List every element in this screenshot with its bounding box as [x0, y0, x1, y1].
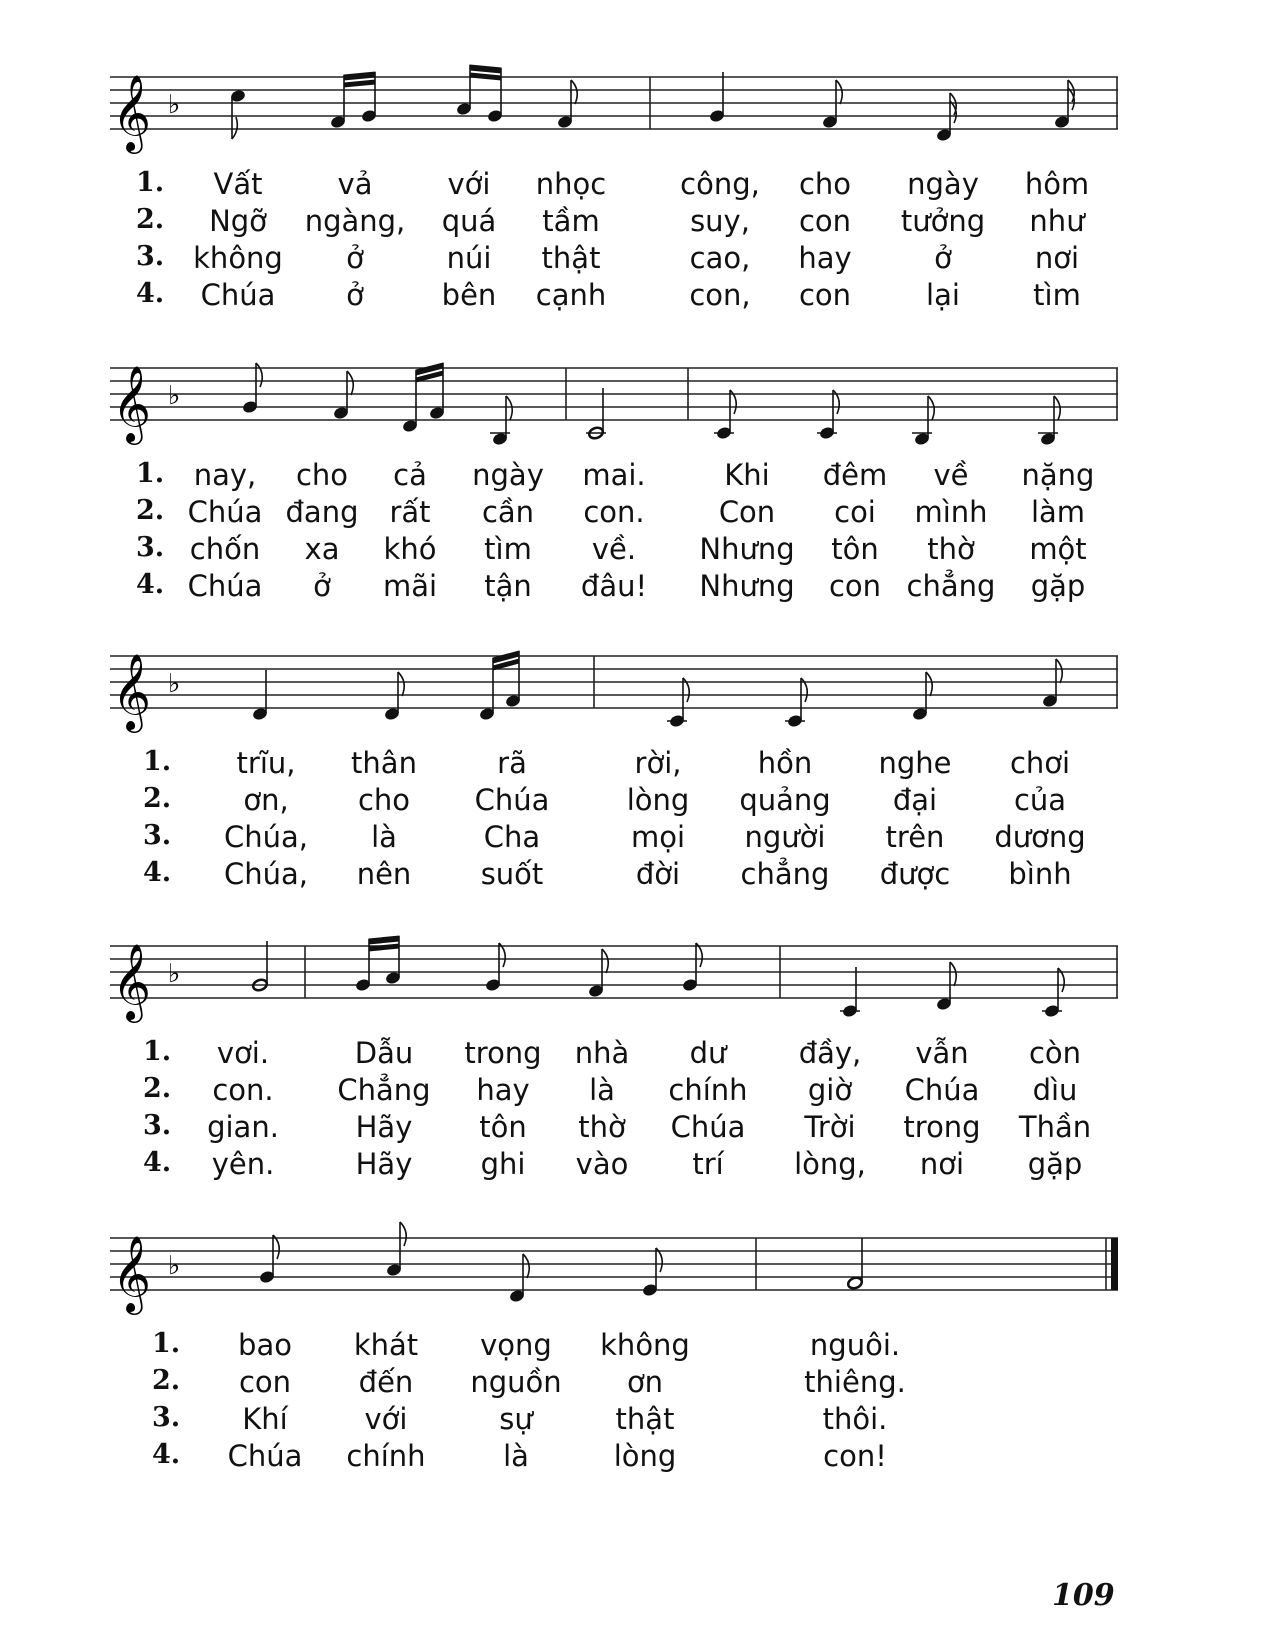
verse-line: [0, 1402, 1275, 1440]
lyric-syllable: chơi: [1009, 746, 1071, 780]
lyric-syllable: cho: [357, 783, 411, 817]
lyric-syllable: vả: [337, 167, 373, 201]
treble-clef-icon: 𝄞: [112, 1235, 152, 1312]
lyric-syllable: người: [744, 820, 826, 854]
lyric-syllable: nay,: [193, 458, 257, 492]
lyric-syllable: hồn: [757, 746, 813, 780]
lyric-syllable: tầm: [542, 204, 600, 238]
lyric-syllable: ở: [313, 569, 331, 603]
lyric-syllable: rời,: [634, 746, 682, 780]
lyric-syllable: gặp: [1030, 569, 1086, 603]
lyric-syllable: Cha: [483, 820, 541, 854]
lyric-syllable: chẳng: [906, 569, 996, 603]
lyric-syllable: con.: [212, 1073, 274, 1107]
verse-line: [0, 1365, 1275, 1403]
lyric-syllable: không: [193, 241, 283, 275]
verse-number: 3.: [152, 1402, 181, 1433]
lyric-syllable: ơn,: [243, 783, 289, 817]
lyric-syllable: đang: [285, 495, 359, 529]
lyric-syllable: tìm: [1033, 278, 1081, 312]
verse-line: [0, 857, 1275, 895]
lyric-syllable: của: [1013, 783, 1067, 817]
lyric-syllable: bao: [238, 1328, 292, 1362]
lyric-syllable: Chúa: [227, 1439, 303, 1473]
lyric-syllable: dương: [994, 820, 1086, 854]
lyric-syllable: Chúa,: [224, 857, 308, 891]
lyric-syllable: ngày: [472, 458, 544, 492]
flat-icon: ♭: [168, 381, 181, 411]
lyric-syllable: Chúa: [904, 1073, 980, 1107]
lyric-syllable: nhà: [574, 1036, 630, 1070]
verse-number: 4.: [136, 278, 165, 309]
lyric-syllable: coi: [834, 495, 876, 529]
verse-line: [0, 746, 1275, 784]
verse-number: 3.: [136, 532, 165, 563]
treble-clef-icon: 𝄞: [112, 653, 152, 730]
lyric-syllable: rất: [389, 495, 431, 529]
lyric-syllable: lại: [926, 278, 960, 312]
verse-number: 3.: [136, 241, 165, 272]
lyric-syllable: trên: [885, 820, 945, 854]
verse-line: [0, 532, 1275, 570]
lyric-syllable: nghe: [878, 746, 952, 780]
lyric-syllable: thân: [351, 746, 417, 780]
lyric-syllable: là: [371, 820, 397, 854]
lyric-syllable: chính: [346, 1439, 426, 1473]
lyric-syllable: ngàng,: [304, 204, 406, 238]
lyric-syllable: bình: [1008, 857, 1072, 891]
verse-line: [0, 458, 1275, 496]
verse-number: 4.: [143, 857, 172, 888]
lyric-syllable: thờ: [927, 532, 975, 566]
lyric-syllable: với: [364, 1402, 408, 1436]
verse-line: [0, 1036, 1275, 1074]
lyric-syllable: con,: [689, 278, 751, 312]
staff-4: [0, 924, 1275, 1034]
lyric-syllable: suốt: [480, 857, 544, 891]
verse-number: 4.: [136, 569, 165, 600]
lyric-syllable: cạnh: [535, 278, 607, 312]
lyric-syllable: núi: [446, 241, 492, 275]
verse-number: 2.: [143, 783, 172, 814]
flat-icon: ♭: [168, 959, 181, 989]
lyric-syllable: Chúa: [200, 278, 276, 312]
lyric-syllable: suy,: [690, 204, 750, 238]
lyric-syllable: nặng: [1021, 458, 1095, 492]
verse-number: 4.: [152, 1439, 181, 1470]
verse-line: [0, 1328, 1275, 1366]
lyric-syllable: như: [1029, 204, 1085, 238]
lyric-syllable: rã: [497, 746, 527, 780]
lyric-syllable: con: [798, 278, 852, 312]
lyric-syllable: Con: [718, 495, 776, 529]
verse-number: 1.: [143, 746, 172, 777]
lyric-syllable: nhọc: [535, 167, 607, 201]
lyric-syllable: vọng: [480, 1328, 552, 1362]
lyric-syllable: gặp: [1027, 1147, 1083, 1181]
lyric-syllable: lòng: [626, 783, 690, 817]
lyric-syllable: cao,: [689, 241, 751, 275]
lyric-syllable: Trời: [804, 1110, 856, 1144]
verse-line: [0, 783, 1275, 821]
lyric-syllable: trí: [692, 1147, 724, 1181]
lyric-syllable: Chúa,: [224, 820, 308, 854]
lyric-syllable: ở: [346, 241, 364, 275]
lyric-syllable: tôn: [479, 1110, 527, 1144]
lyric-syllable: bên: [441, 278, 497, 312]
lyric-syllable: nguồn: [470, 1365, 562, 1399]
lyric-syllable: con: [238, 1365, 292, 1399]
lyric-syllable: tôn: [831, 532, 879, 566]
treble-clef-icon: 𝄞: [112, 943, 152, 1020]
verse-line: [0, 1439, 1275, 1477]
lyric-syllable: Chúa: [187, 569, 263, 603]
lyric-syllable: chính: [668, 1073, 748, 1107]
verse-line: [0, 1110, 1275, 1148]
lyric-syllable: nơi: [919, 1147, 965, 1181]
lyric-syllable: Chúa: [474, 783, 550, 817]
lyric-syllable: ở: [934, 241, 952, 275]
lyric-syllable: nên: [356, 857, 412, 891]
final-barline-thick: [1111, 1238, 1118, 1290]
verse-number: 1.: [143, 1036, 172, 1067]
lyric-syllable: cần: [481, 495, 535, 529]
lyric-syllable: Khi: [724, 458, 770, 492]
lyric-syllable: Hãy: [355, 1110, 413, 1144]
lyric-syllable: tưởng: [900, 204, 986, 238]
lyric-syllable: đến: [358, 1365, 414, 1399]
lyric-syllable: Hãy: [355, 1147, 413, 1181]
lyric-syllable: vẫn: [915, 1036, 969, 1070]
lyric-syllable: tìm: [484, 532, 532, 566]
lyric-syllable: Chúa: [670, 1110, 746, 1144]
lyric-syllable: sự: [499, 1402, 533, 1436]
verse-line: [0, 204, 1275, 242]
lyric-syllable: vơi.: [216, 1036, 270, 1070]
lyric-syllable: Dẫu: [354, 1036, 414, 1070]
lyric-syllable: thờ: [578, 1110, 626, 1144]
verse-line: [0, 495, 1275, 533]
lyric-syllable: quá: [441, 204, 497, 238]
lyric-syllable: thiêng.: [804, 1365, 906, 1399]
lyric-syllable: là: [503, 1439, 529, 1473]
lyric-syllable: hay: [798, 241, 852, 275]
lyric-syllable: đâu!: [580, 569, 648, 603]
lyric-syllable: chẳng: [740, 857, 830, 891]
lyric-syllable: Nhưng: [699, 569, 795, 603]
lyric-syllable: cả: [393, 458, 427, 492]
lyric-syllable: Thần: [1018, 1110, 1092, 1144]
lyric-syllable: con: [828, 569, 882, 603]
lyric-syllable: với: [447, 167, 491, 201]
lyric-syllable: con: [798, 204, 852, 238]
lyric-syllable: trong: [464, 1036, 542, 1070]
lyric-syllable: hôm: [1024, 167, 1090, 201]
lyric-syllable: cho: [295, 458, 349, 492]
lyric-syllable: còn: [1028, 1036, 1082, 1070]
lyric-syllable: đầy,: [798, 1036, 862, 1070]
verse-number: 2.: [152, 1365, 181, 1396]
lyric-syllable: nguôi.: [809, 1328, 901, 1362]
lyric-syllable: ở: [346, 278, 364, 312]
verse-line: [0, 167, 1275, 205]
lyric-syllable: về: [933, 458, 969, 492]
verse-number: 2.: [136, 204, 165, 235]
lyric-syllable: ơn: [626, 1365, 664, 1399]
lyric-syllable: thôi.: [822, 1402, 888, 1436]
lyric-syllable: yên.: [211, 1147, 275, 1181]
lyric-syllable: hay: [476, 1073, 530, 1107]
lyric-syllable: trĩu,: [236, 746, 296, 780]
lyric-syllable: dư: [689, 1036, 727, 1070]
verse-line: [0, 1147, 1275, 1185]
lyric-syllable: đêm: [822, 458, 888, 492]
lyric-syllable: cho: [798, 167, 852, 201]
lyric-syllable: lòng: [613, 1439, 677, 1473]
lyric-syllable: công,: [680, 167, 760, 201]
staff-1: [0, 55, 1275, 165]
lyric-syllable: Chẳng: [337, 1073, 431, 1107]
lyric-syllable: không: [600, 1328, 690, 1362]
lyric-syllable: mọi: [630, 820, 686, 854]
lyric-syllable: mai.: [582, 458, 646, 492]
lyric-syllable: dìu: [1032, 1073, 1078, 1107]
lyric-syllable: giờ: [807, 1073, 853, 1107]
lyric-syllable: con.: [583, 495, 645, 529]
flat-icon: ♭: [168, 90, 181, 120]
verse-number: 1.: [152, 1328, 181, 1359]
verse-number: 4.: [143, 1147, 172, 1178]
verse-number: 2.: [143, 1073, 172, 1104]
lyric-syllable: đời: [635, 857, 681, 891]
staff-5: [0, 1216, 1275, 1326]
treble-clef-icon: 𝄞: [112, 74, 152, 151]
verse-number: 2.: [136, 495, 165, 526]
verse-line: [0, 569, 1275, 607]
lyric-syllable: con!: [823, 1439, 887, 1473]
verse-number: 1.: [136, 458, 165, 489]
lyric-syllable: Khí: [242, 1402, 288, 1436]
lyric-syllable: lòng,: [794, 1147, 866, 1181]
lyric-syllable: được: [879, 857, 951, 891]
lyric-syllable: về.: [591, 532, 637, 566]
lyric-syllable: khó: [383, 532, 437, 566]
lyric-syllable: mình: [914, 495, 988, 529]
lyric-syllable: thật: [541, 241, 601, 275]
lyric-syllable: làm: [1030, 495, 1086, 529]
lyric-syllable: là: [589, 1073, 615, 1107]
lyric-syllable: gian.: [207, 1110, 279, 1144]
flat-icon: ♭: [168, 1251, 181, 1281]
lyric-syllable: một: [1029, 532, 1087, 566]
lyric-syllable: chốn: [189, 532, 261, 566]
lyric-syllable: Chúa: [187, 495, 263, 529]
verse-line: [0, 241, 1275, 279]
staff-3: [0, 634, 1275, 744]
verse-line: [0, 820, 1275, 858]
lyric-syllable: khát: [353, 1328, 419, 1362]
lyric-syllable: nơi: [1034, 241, 1080, 275]
lyric-syllable: tận: [484, 569, 532, 603]
lyric-syllable: mãi: [382, 569, 438, 603]
lyric-syllable: Nhưng: [699, 532, 795, 566]
treble-clef-icon: 𝄞: [112, 365, 152, 442]
lyric-syllable: trong: [903, 1110, 981, 1144]
lyric-syllable: ghi: [480, 1147, 526, 1181]
verse-number: 1.: [136, 167, 165, 198]
lyric-syllable: ngày: [907, 167, 979, 201]
lyric-syllable: xa: [304, 532, 340, 566]
verse-line: [0, 278, 1275, 316]
verse-line: [0, 1073, 1275, 1111]
page-number: 109: [1052, 1578, 1115, 1613]
verse-number: 3.: [143, 1110, 172, 1141]
lyric-syllable: vào: [575, 1147, 629, 1181]
lyric-syllable: Ngỡ: [209, 204, 267, 238]
lyric-syllable: quảng: [739, 783, 831, 817]
lyric-syllable: đại: [892, 783, 938, 817]
staff-2: [0, 346, 1275, 456]
flat-icon: ♭: [168, 669, 181, 699]
lyric-syllable: thật: [615, 1402, 675, 1436]
lyric-syllable: Vất: [213, 167, 263, 201]
verse-number: 3.: [143, 820, 172, 851]
